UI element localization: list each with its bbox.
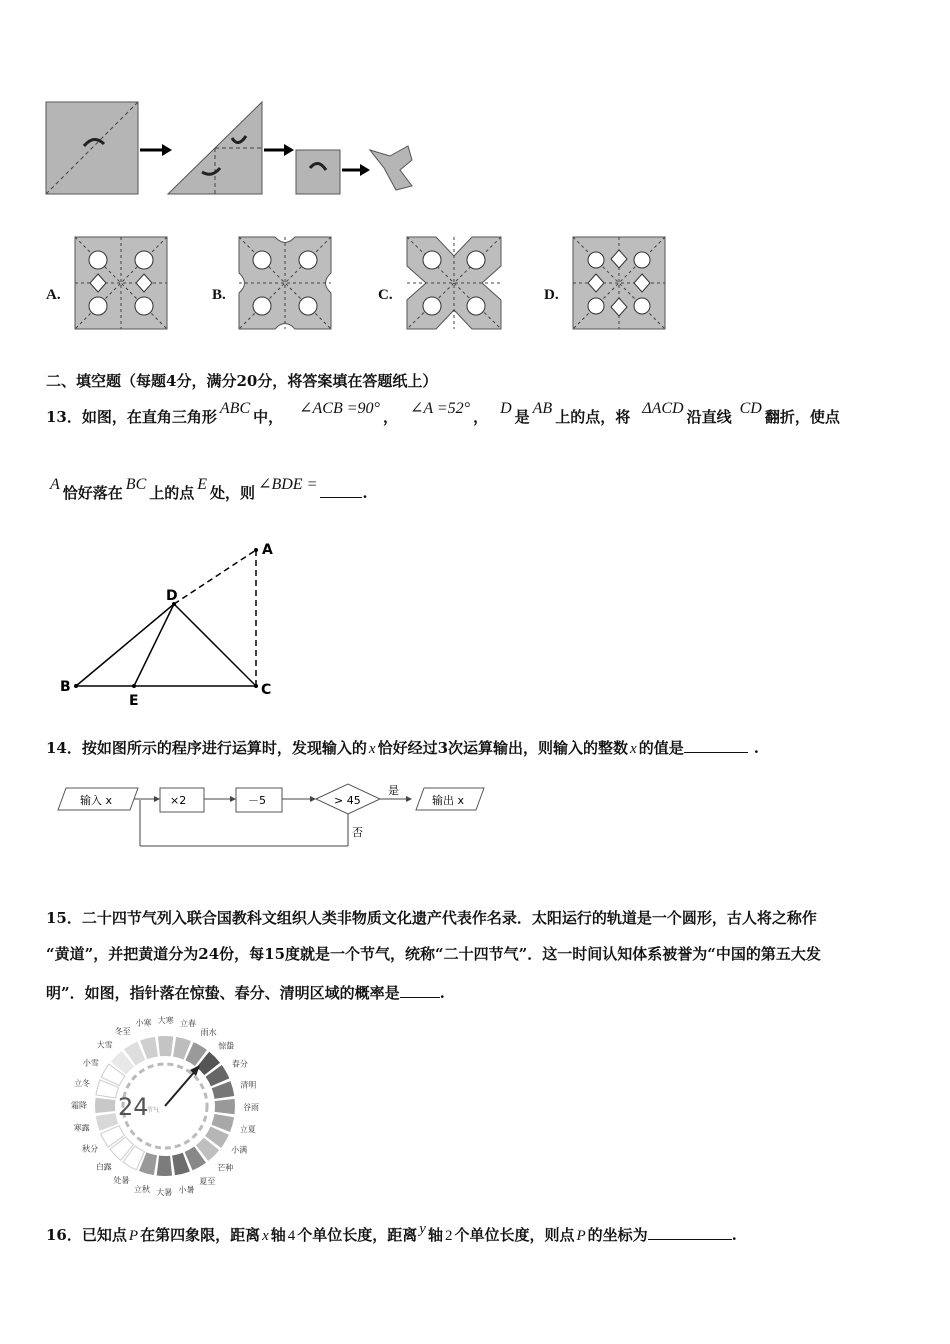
wheel-term-label: 小暑 <box>178 1185 195 1195</box>
flow-yes: 是 <box>388 784 399 797</box>
wheel-term-label: 雨水 <box>200 1027 217 1037</box>
wheel-term-label: 大寒 <box>157 1016 174 1025</box>
q15-line2: “黄道”，并把黄道分为24份，每15度就是一个节气，统称“二十四节气”．这一时间认知体系被誉为“中国的第五大发 <box>46 945 821 963</box>
option-a-figure <box>74 236 168 330</box>
wheel-segment <box>95 1098 115 1113</box>
wheel-term-label: 白露 <box>95 1162 112 1172</box>
q13-text: 是 <box>514 408 530 426</box>
q13-text: 处，则 <box>210 484 256 502</box>
wheel-term-label: 芒种 <box>217 1163 234 1173</box>
q13-text: . <box>362 484 368 502</box>
math-p: P <box>128 1228 139 1244</box>
math-triangle-acd: ΔACD <box>642 400 684 417</box>
wheel-segment <box>158 1036 173 1056</box>
option-d-figure <box>572 236 666 330</box>
q16-text: 轴 <box>270 1226 286 1244</box>
wheel-segment <box>215 1099 235 1114</box>
math-angle-a: ∠A =52° <box>409 400 471 417</box>
q13-text: 上的点，将 <box>555 408 631 426</box>
wheel-term-label: 立秋 <box>134 1184 150 1194</box>
wheel-segment <box>157 1156 172 1176</box>
flow-condition: > 45 <box>334 794 361 807</box>
flow-output: 输出 x <box>432 794 465 807</box>
wheel-term-label: 惊蛰 <box>218 1041 235 1051</box>
math-a: A <box>50 476 60 493</box>
q15-text: 二十四节气列入联合国教科文组织人类非物质文化遗产代表作名录．太阳运行的轨道是一个圆形，古人将之称作 <box>81 909 817 927</box>
wheel-term-label: 大暑 <box>156 1188 173 1197</box>
number-4: 4 <box>287 1228 296 1244</box>
q14-line <box>46 737 759 758</box>
flow-subtract: －5 <box>248 794 266 807</box>
wheel-term-label: 小雪 <box>82 1058 99 1068</box>
section-heading: 二、填空题（每题4分，满分20分，将答案填在答题纸上） <box>46 372 438 390</box>
q13-text: 上的点 <box>149 484 195 502</box>
option-a-label: A. <box>46 287 61 303</box>
math-ab: AB <box>532 400 553 417</box>
q15-text: . <box>439 984 445 1002</box>
flow-no: 否 <box>352 826 363 839</box>
answer-blank[interactable] <box>400 997 440 998</box>
wheel-term-label: 处暑 <box>113 1176 130 1186</box>
q16-text: 已知点 <box>81 1226 127 1244</box>
option-c-figure <box>406 236 502 330</box>
wheel-term-label: 冬至 <box>114 1027 131 1037</box>
math-bc: BC <box>125 476 147 493</box>
number-2: 2 <box>444 1228 453 1244</box>
answer-blank[interactable] <box>648 1239 732 1240</box>
option-b-figure <box>238 236 332 330</box>
option-d-label: D. <box>544 287 559 303</box>
wheel-term-label: 立春 <box>180 1019 196 1029</box>
q16-text: 的坐标为 <box>587 1226 648 1244</box>
q14-text: . <box>753 739 759 757</box>
label-c: C <box>261 682 272 698</box>
math-y: y <box>419 1221 426 1237</box>
q15-line1 <box>46 907 817 928</box>
q16-text: . <box>731 1226 737 1244</box>
question-number: 16． <box>46 1226 82 1244</box>
label-e: E <box>129 693 139 708</box>
math-x: x <box>630 741 637 757</box>
wheel-term-label: 春分 <box>231 1059 248 1069</box>
wheel-term-label: 霜降 <box>71 1101 87 1111</box>
q13-text: 如图，在直角三角形 <box>81 408 217 426</box>
label-d: D <box>166 588 178 604</box>
wheel-term-label: 谷雨 <box>243 1102 259 1112</box>
question-number: 15． <box>46 909 82 927</box>
q16-text: 在第四象限，距离 <box>140 1226 261 1244</box>
wheel-term-label: 夏至 <box>199 1176 216 1186</box>
q13-text: 沿直线 <box>686 408 732 426</box>
wheel-term-label: 秋分 <box>82 1144 99 1154</box>
q15-line3 <box>46 982 445 1003</box>
option-c-label: C. <box>378 287 393 303</box>
math-e: E <box>197 476 208 493</box>
q14-text: 的值是 <box>638 739 684 757</box>
math-angle-acb: ∠ACB =90° <box>299 400 380 417</box>
wheel-center-number: 24 <box>118 1093 149 1121</box>
math-abc: ABC <box>219 400 251 417</box>
wheel-term-label: 小满 <box>231 1145 248 1155</box>
solar-terms-wheel <box>50 1008 280 1204</box>
wheel-term-label: 清明 <box>240 1080 257 1090</box>
wheel-term-label: 大雪 <box>96 1040 113 1050</box>
q13-text: ， <box>382 408 398 426</box>
wheel-term-label: 立冬 <box>74 1079 91 1088</box>
question-number: 13． <box>46 408 82 426</box>
triangle-figure <box>56 538 286 708</box>
math-p: P <box>576 1228 586 1244</box>
flowchart <box>54 780 494 854</box>
wheel-term-label: 小寒 <box>135 1018 152 1028</box>
q13-text: ， <box>473 408 489 426</box>
wheel-center-caption: 节气 <box>147 1107 160 1114</box>
paper-folding-figure <box>40 98 430 202</box>
flow-multiply: ×2 <box>170 794 187 807</box>
label-b: B <box>60 679 71 695</box>
flow-input: 输入 x <box>80 794 113 807</box>
wheel-term-label: 寒露 <box>73 1123 90 1133</box>
option-b-label: B. <box>212 287 226 303</box>
q13-text: 中， <box>253 408 284 426</box>
math-x: x <box>368 741 376 757</box>
q13-text: 恰好落在 <box>62 484 123 502</box>
math-cd: CD <box>739 400 762 417</box>
answer-blank[interactable] <box>684 752 748 753</box>
q13-line2 <box>46 476 368 503</box>
math-x: x <box>262 1228 269 1244</box>
q15-text: 明”．如图，指针落在惊蛰、春分、清明区域的概率是 <box>46 984 400 1002</box>
q14-text: 按如图所示的程序进行运算时，发现输入的 <box>81 739 367 757</box>
q16-text: 个单位长度，则点 <box>454 1226 575 1244</box>
q13-text: 翻折，使点 <box>764 408 840 426</box>
question-number: 14． <box>46 739 82 757</box>
math-d: D <box>500 400 512 417</box>
q16-text: 个单位长度，距离 <box>297 1226 418 1244</box>
q16-line <box>46 1221 737 1245</box>
math-angle-bde: ∠BDE = <box>258 476 318 493</box>
q14-text: 恰好经过3次运算输出，则输入的整数 <box>377 739 629 757</box>
label-a: A <box>262 542 273 558</box>
wheel-term-label: 立夏 <box>239 1125 256 1134</box>
q13-line1 <box>46 400 840 427</box>
answer-blank[interactable] <box>320 497 362 498</box>
q16-text: 轴 <box>427 1226 443 1244</box>
